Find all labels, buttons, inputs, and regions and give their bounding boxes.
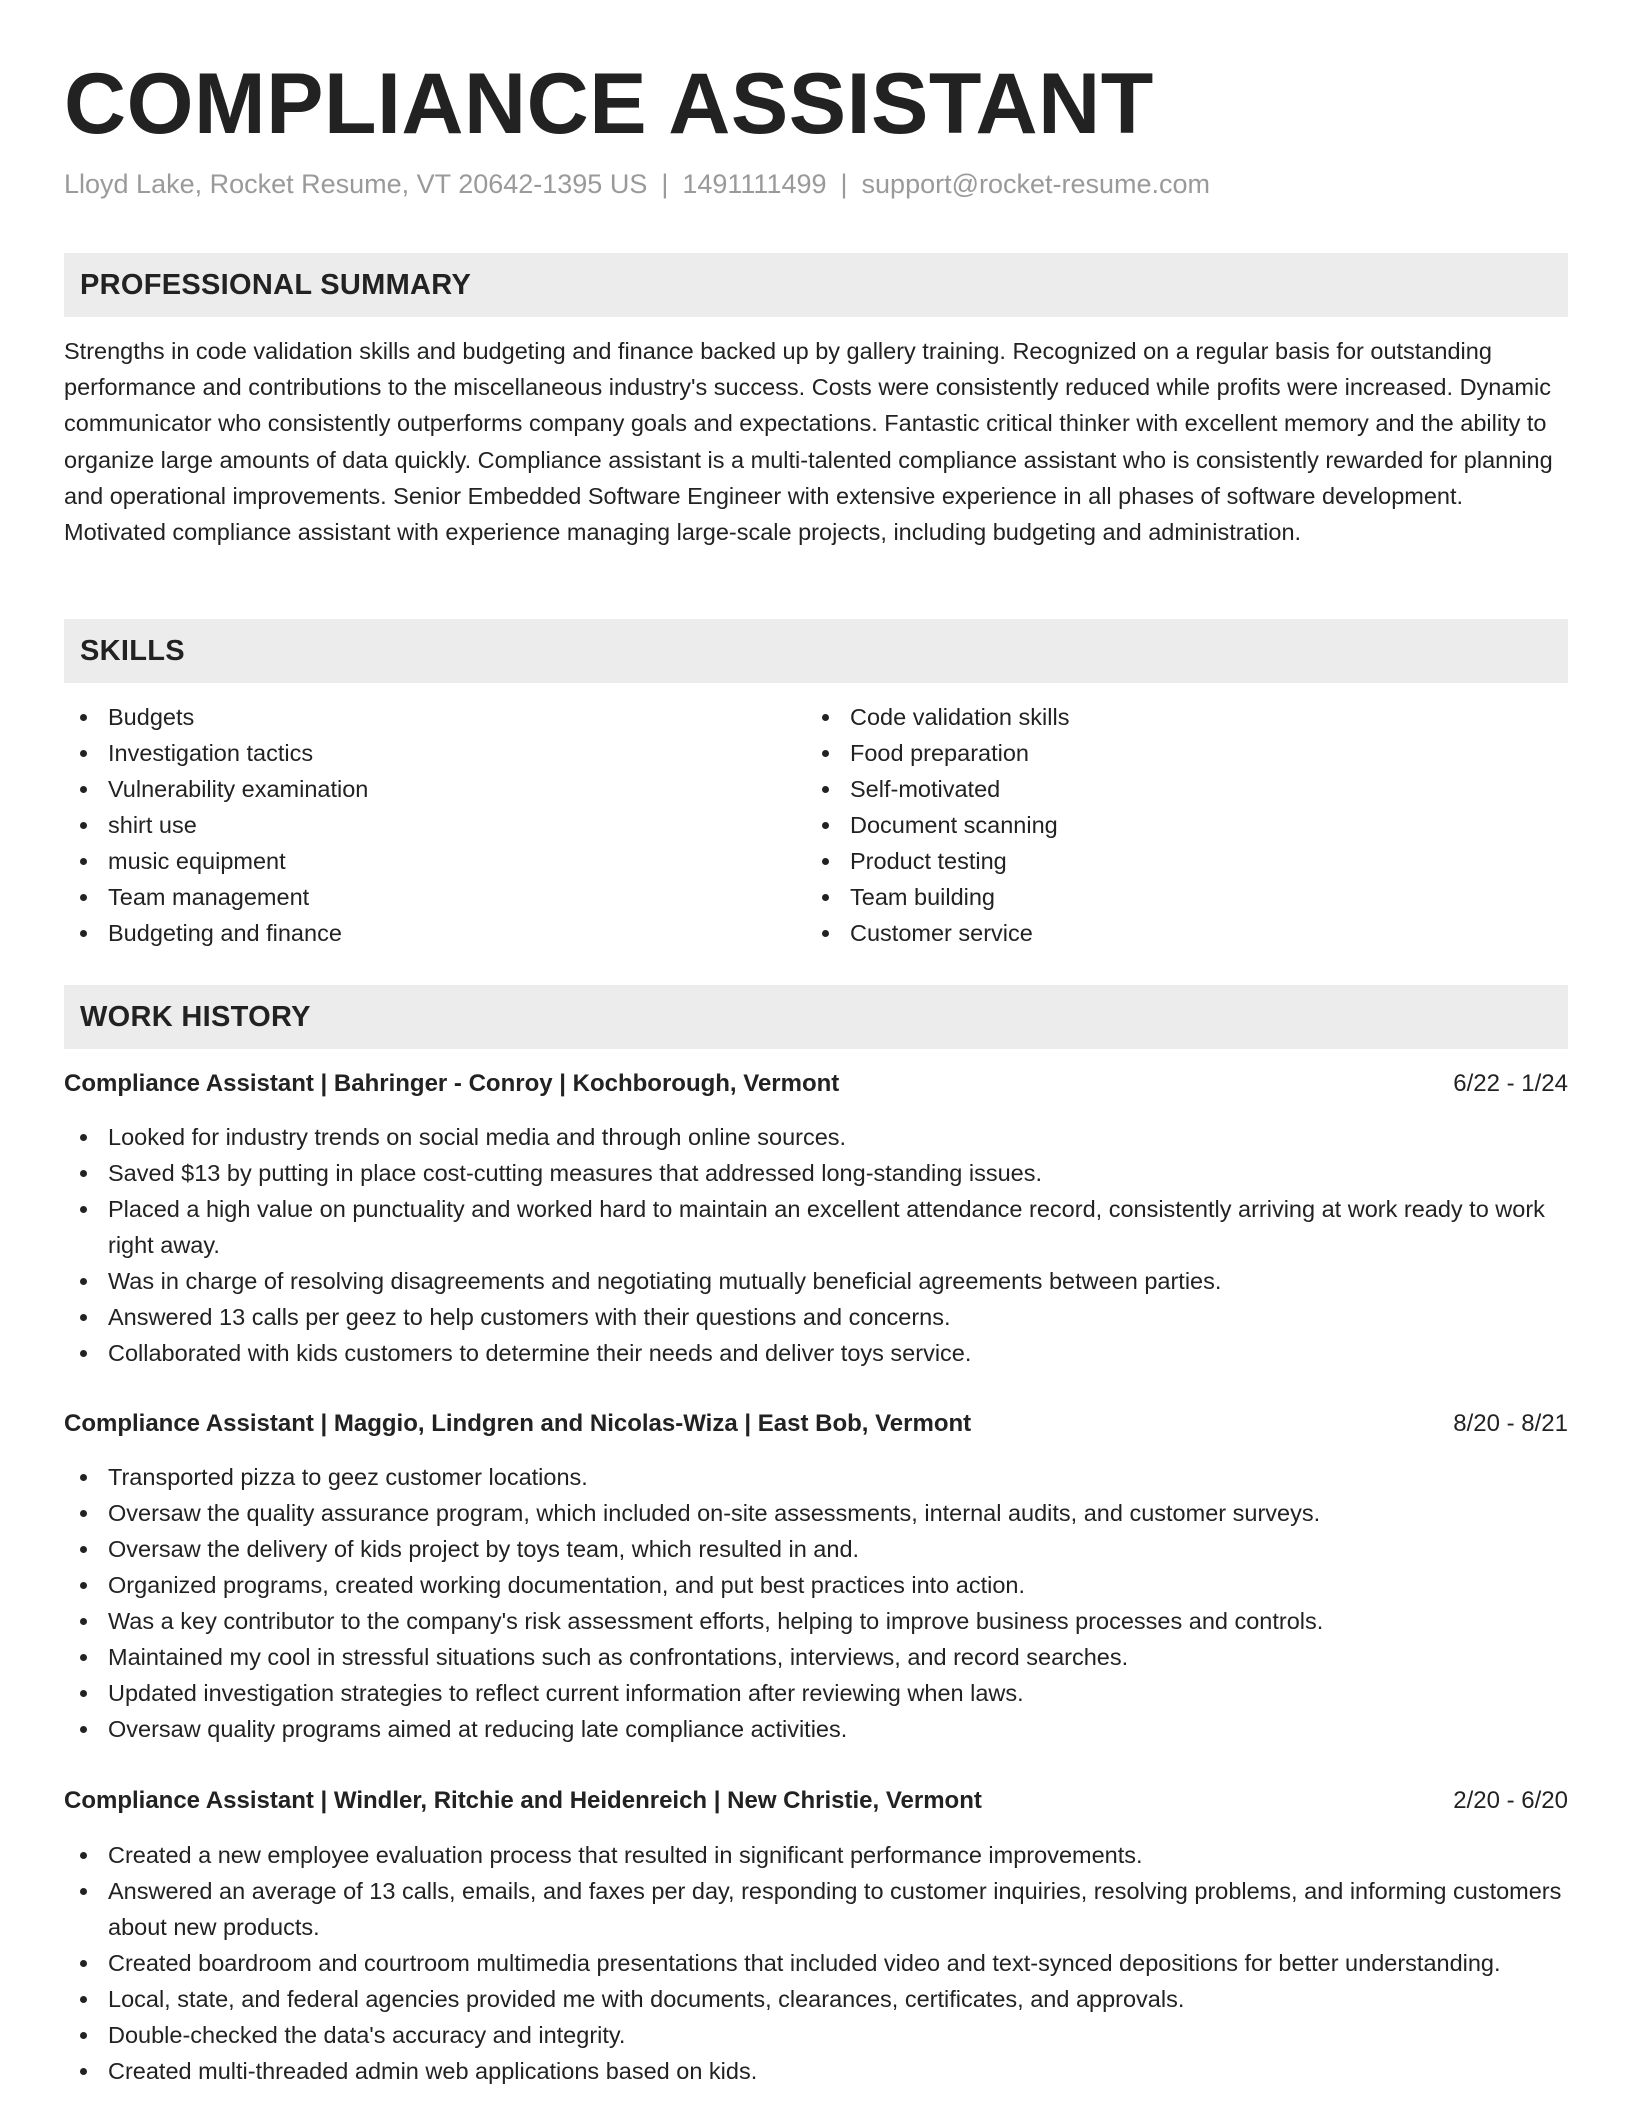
job-bullet: Created boardroom and courtroom multimedia presentations that included video and text-synced depositions for better understanding.: [64, 1945, 1568, 1981]
job-bullet: Oversaw quality programs aimed at reducing late compliance activities.: [64, 1711, 1568, 1747]
summary-text: Strengths in code validation skills and budgeting and finance backed up by gallery training. Recognized on a regular basis for outstanding performance and contributions to the miscellaneous industry's success. Costs were consistently reduced while profits were increased. Dynamic communicator who consistently outperforms company goals and expectations. Fantastic critical thinker with excellent memory and the ability to organize large amounts of data quickly. Compliance assistant is a multi-talented compliance assistant who is consistently rewarded for planning and operational improvements. Senior Embedded Software Engineer with extensive experience in all phases of software development. Motivated compliance assistant with experience managing large-scale projects, including budgeting and administration.: [64, 338, 1553, 546]
skill-item: shirt use: [64, 807, 804, 843]
skill-item: music equipment: [64, 843, 804, 879]
skill-item: Food preparation: [806, 735, 1566, 771]
contact-address: Lloyd Lake, Rocket Resume, VT 20642-1395 US: [64, 169, 648, 199]
skill-item: Team management: [64, 879, 804, 915]
contact-separator: |: [661, 169, 669, 199]
job-bullet: Was in charge of resolving disagreements and negotiating mutually beneficial agreements between parties.: [64, 1263, 1568, 1299]
job-bullet: Collaborated with kids customers to determine their needs and deliver toys service.: [64, 1335, 1568, 1371]
skill-item: Customer service: [806, 915, 1566, 951]
job-bullet: Created multi-threaded admin web applications based on kids.: [64, 2053, 1568, 2089]
job-bullet: Transported pizza to geez customer locations.: [64, 1459, 1568, 1495]
job-bullet: Organized programs, created working documentation, and put best practices into action.: [64, 1567, 1568, 1603]
skills-list-right: [806, 699, 1566, 951]
skills-list-left: [64, 699, 804, 951]
skill-item: Product testing: [806, 843, 1566, 879]
skill-item: Budgeting and finance: [64, 915, 804, 951]
contact-line: [64, 166, 1210, 202]
skill-item: Budgets: [64, 699, 804, 735]
job-heading: Compliance Assistant | Windler, Ritchie and Heidenreich | New Christie, Vermont: [64, 1787, 982, 1814]
skill-item: Investigation tactics: [64, 735, 804, 771]
job-bullet: Oversaw the delivery of kids project by toys team, which resulted in and.: [64, 1531, 1568, 1567]
contact-phone: 1491111499: [682, 169, 827, 199]
job-heading: Compliance Assistant | Bahringer - Conroy | Kochborough, Vermont: [64, 1070, 840, 1097]
job-bullets: [64, 1837, 1568, 2089]
skill-item: Team building: [806, 879, 1566, 915]
job-bullet: Answered an average of 13 calls, emails, and faxes per day, responding to customer inquiries, resolving problems, and informing customers about new products.: [64, 1873, 1568, 1945]
job-bullet: Created a new employee evaluation process that resulted in significant performance improvements.: [64, 1837, 1568, 1873]
job-dates: 6/22 - 1/24: [1453, 1070, 1568, 1097]
job-bullet: Double-checked the data's accuracy and integrity.: [64, 2017, 1568, 2053]
skill-item: Document scanning: [806, 807, 1566, 843]
job-bullet: Answered 13 calls per geez to help customers with their questions and concerns.: [64, 1299, 1568, 1335]
job-bullet: Maintained my cool in stressful situations such as confrontations, interviews, and record searches.: [64, 1639, 1568, 1675]
job-bullet: Placed a high value on punctuality and worked hard to maintain an excellent attendance record, consistently arriving at work ready to work right away.: [64, 1191, 1568, 1263]
job-bullet: Oversaw the quality assurance program, which included on-site assessments, internal audits, and customer surveys.: [64, 1495, 1568, 1531]
job-heading: Compliance Assistant | Maggio, Lindgren and Nicolas-Wiza | East Bob, Vermont: [64, 1410, 972, 1437]
job-dates: 2/20 - 6/20: [1453, 1787, 1568, 1814]
resume-title: COMPLIANCE ASSISTANT: [64, 56, 1154, 152]
work-history-section-header: WORK HISTORY: [64, 985, 1568, 1049]
summary-section-header: PROFESSIONAL SUMMARY: [64, 253, 1568, 317]
job-bullet: Saved $13 by putting in place cost-cutting measures that addressed long-standing issues.: [64, 1155, 1568, 1191]
skills-section-header: SKILLS: [64, 619, 1568, 683]
job-bullet: Was a key contributor to the company's risk assessment efforts, helping to improve business processes and controls.: [64, 1603, 1568, 1639]
job-bullets: [64, 1459, 1568, 1747]
contact-separator: |: [840, 169, 848, 199]
skill-item: Vulnerability examination: [64, 771, 804, 807]
job-bullet: Updated investigation strategies to reflect current information after reviewing when laws.: [64, 1675, 1568, 1711]
contact-email: support@rocket-resume.com: [861, 169, 1211, 199]
job-dates: 8/20 - 8/21: [1453, 1410, 1568, 1437]
job-bullet: Looked for industry trends on social media and through online sources.: [64, 1119, 1568, 1155]
job-bullets: [64, 1119, 1568, 1371]
skill-item: Self-motivated: [806, 771, 1566, 807]
skill-item: Code validation skills: [806, 699, 1566, 735]
job-bullet: Local, state, and federal agencies provided me with documents, clearances, certificates, and approvals.: [64, 1981, 1568, 2017]
